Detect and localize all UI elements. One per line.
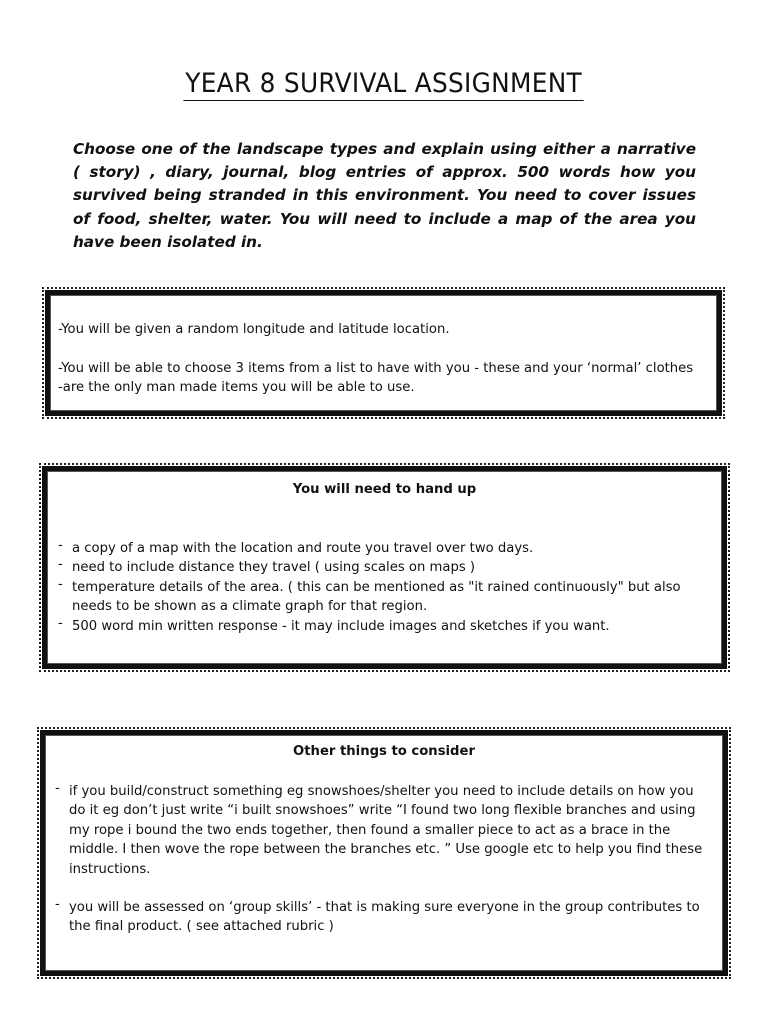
list-item-text: need to include distance they travel ( using scales on maps ): [72, 560, 476, 576]
page-title: [0, 68, 768, 101]
bullet-dash: -: [58, 538, 63, 553]
bullet-dash: -: [55, 897, 60, 913]
list-item-text: if you build/construct something eg snowshoes/shelter you need to include details on how you do it eg don’t just write “i built snowshoes” write “I found two long flexible branches and using my rope i bound the two ends together, then found a smaller piece to act as a brace in the middle. I then wove the rope between the branches etc. ” Use google etc to help you find these instructions.: [69, 784, 703, 877]
hand-up-list: [52, 539, 704, 636]
consider-box: [40, 730, 728, 976]
consider-heading: Other things to consider: [293, 744, 475, 759]
list-item: [52, 578, 704, 617]
bullet-dash: -: [58, 557, 63, 573]
list-item-text: you will be assessed on ‘group skills’ - that is making sure everyone in the group contributes to the final product. ( see attached rubric ): [69, 900, 700, 935]
bullet-dash: -: [58, 615, 63, 631]
list-item: [49, 782, 705, 879]
list-item-text: 500 word min written response - it may include images and sketches if you want.: [72, 618, 610, 634]
list-item: [52, 558, 704, 577]
list-item: [52, 617, 704, 636]
page-title-text: YEAR 8 SURVIVAL ASSIGNMENT: [185, 68, 583, 99]
list-item: [49, 898, 705, 937]
items-note: -You will be able to choose 3 items from a list to have with you - these and your ‘normal’ clothes -are the only man made items you will be able to use.: [58, 361, 694, 396]
hand-up-box: [42, 466, 727, 669]
list-item-text: a copy of a map with the location and route you travel over two days.: [72, 541, 534, 556]
bullet-dash: -: [55, 781, 60, 796]
info-box-location: [45, 290, 722, 416]
intro-paragraph: Choose one of the landscape types and explain using either a narrative ( story) , diary, journal, blog entries of approx. 500 words how you survived being stranded in this environment. You need to cover issues of food, shelter, water. You will need to include a map of the area you have been isolated in.: [73, 140, 696, 251]
consider-list: [49, 782, 705, 937]
list-item: [52, 539, 704, 558]
bullet-dash: -: [58, 576, 63, 592]
hand-up-heading: You will need to hand up: [292, 482, 477, 497]
list-item-text: temperature details of the area. ( this can be mentioned as "it rained continuously" but also needs to be shown as a climate graph for that region.: [72, 579, 681, 615]
location-note: -You will be given a random longitude and latitude location.: [58, 322, 450, 337]
